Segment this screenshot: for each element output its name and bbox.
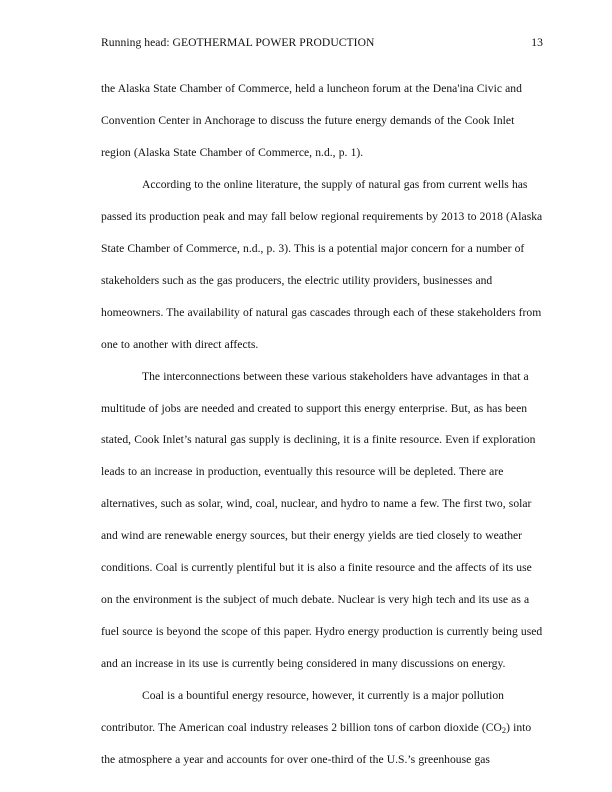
paragraph-4	[101, 680, 544, 776]
paragraph-1: the Alaska State Chamber of Commerce, held a luncheon forum at the Dena'ina Civic and Convention Center in Anchorage to discuss the future energy demands of the Cook Inlet region (Alaska State Chamber of Commerce, n.d., p. 1).	[101, 82, 522, 159]
body-text-block	[101, 73, 544, 776]
paragraph-4-text-before-subscript: Coal is a bountiful energy resource, however, it currently is a major pollution contributor. The American coal industry releases 2 billion tons of carbon dioxide (CO	[101, 689, 504, 735]
paragraph-3: The interconnections between these various stakeholders have advantages in that a multitude of jobs are needed and created to support this energy enterprise. But, as has been stated, Cook Inlet’s natural gas supply is declining, it is a finite resource. Even if exploration leads to an increase in production, eventually this resource will be depleted. There are alternatives, such as solar, wind, coal, nuclear, and hydro to name a few. The first two, solar and wind are renewable energy sources, but their energy yields are tied closely to weather conditions. Coal is currently plentiful but it is also a finite resource and the affects of its use on the environment is the subject of much debate. Nuclear is very high tech and its use as a fuel source is beyond the scope of this paper. Hydro energy production is currently being used and an increase in its use is currently being considered in many discussions on energy.	[101, 369, 543, 671]
page-number: 13	[531, 36, 543, 49]
paragraph-4-text-after-subscript: ) into the atmosphere a year and accounts for over one-third of the U.S.’s greenhouse gas	[101, 721, 532, 767]
running-head	[101, 34, 543, 52]
co2-subscript: 2	[501, 725, 507, 735]
running-head-title: Running head: GEOTHERMAL POWER PRODUCTION	[101, 36, 375, 49]
paragraph-2: According to the online literature, the supply of natural gas from current wells has passed its production peak and may fall below regional requirements by 2013 to 2018 (Alaska State Chamber of Commerce, n.d., p. 3). This is a potential major concern for a number of stakeholders such as the gas producers, the electric utility providers, businesses and homeowners. The availability of natural gas cascades through each of these stakeholders from one to another with direct affects.	[101, 177, 543, 351]
